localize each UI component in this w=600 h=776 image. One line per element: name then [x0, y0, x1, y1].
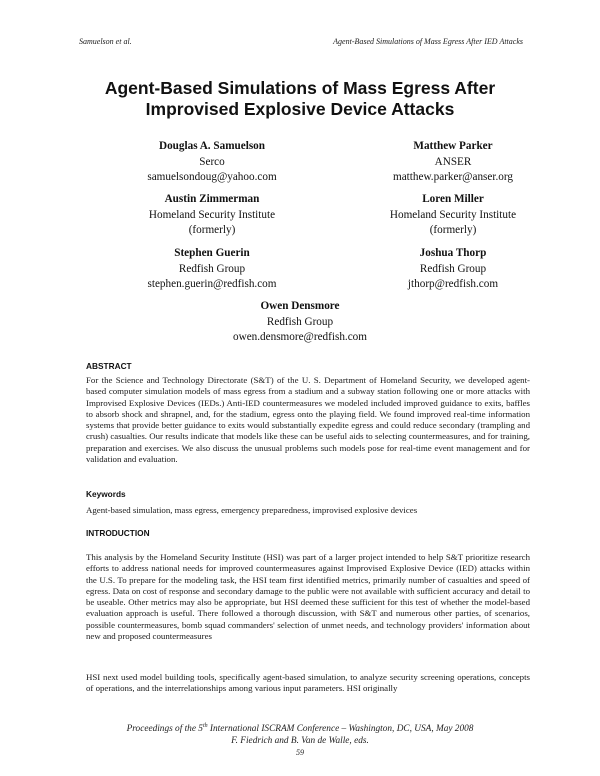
- author-name: Owen Densmore: [260, 300, 340, 312]
- proceedings-footer: [60, 720, 540, 747]
- introduction-heading: INTRODUCTION: [86, 528, 150, 538]
- footer-pre: Proceedings of the 5: [126, 724, 203, 735]
- author-block: [343, 192, 563, 239]
- abstract-heading: ABSTRACT: [86, 361, 132, 371]
- author-name: Douglas A. Samuelson: [159, 140, 265, 152]
- running-head-title: Agent-Based Simulations of Mass Egress After IED Attacks: [333, 37, 523, 46]
- author-email: samuelsondoug@yahoo.com: [147, 171, 277, 183]
- author-affiliation: Serco: [199, 155, 225, 168]
- author-block: [102, 192, 322, 239]
- author-note: (formerly): [429, 224, 477, 236]
- author-name: Loren Miller: [422, 193, 484, 205]
- author-email: jthorp@redfish.com: [407, 278, 499, 290]
- title-line-2: Improvised Explosive Device Attacks: [145, 99, 455, 119]
- footer-sup: th: [202, 723, 208, 729]
- author-name: Austin Zimmerman: [164, 193, 260, 205]
- author-email: owen.densmore@redfish.com: [233, 331, 367, 343]
- author-block: [102, 139, 322, 186]
- author-affiliation: Homeland Security Institute: [148, 208, 276, 221]
- paper-title: [60, 78, 540, 120]
- author-block: [190, 299, 410, 346]
- author-block: [343, 139, 563, 186]
- keywords-heading: Keywords: [86, 489, 126, 499]
- footer-line-1: [60, 720, 540, 735]
- author-block: [343, 246, 563, 293]
- running-head-authors: Samuelson et al.: [79, 37, 132, 46]
- abstract-text: For the Science and Technology Directorate (S&T) of the U. S. Department of Homeland Security, we developed agent-based computer simulation models of mass egress from a stadium and a subway station following one or more attacks with Improvised Explosive Devices (IEDs.) Anti-IED countermeasures we modeled included improved guidance to exits, baffles to absorb shock and shrapnel, and, for the stadium, egress onto the playing field. We found improved real-time information systems that provide better guidance to exits would substantially expedite egress and could reduce secondary (trampling and crush) casualties. Our results indicate that models like these can be useful aids to selecting countermeasures, and for training, preparation and exercises. We also discuss the unusual problems such models pose for real-time event management and for validation and evaluation.: [86, 375, 530, 464]
- footer-line-2: F. Fiedrich and B. Van de Walle, eds.: [231, 736, 369, 747]
- introduction-paragraph: HSI next used model building tools, specifically agent-based simulation, to analyze security screening operations, concepts of operations, and the interrelationships among various input parameters. HSI originally: [86, 672, 530, 694]
- author-affiliation: Redfish Group: [178, 262, 246, 275]
- page-number: 59: [296, 748, 304, 757]
- author-affiliation: Homeland Security Institute: [389, 208, 517, 221]
- author-name: Matthew Parker: [413, 140, 493, 152]
- author-note: (formerly): [188, 224, 236, 236]
- introduction-paragraph: This analysis by the Homeland Security Institute (HSI) was part of a larger project intended to help S&T prioritize research efforts to address national needs for improved countermeasures against Improvised Explosive Device (IED) attacks within the U.S. To prepare for the modeling task, the HSI team first identified metrics, primarily number of casualties and speed of egress. Data on cost of response and secondary damage to the public were not available with sufficient accuracy and detail to be useable. Other metrics may also be appropriate, but HSI deemed these sufficient for this test of whether the model-based evaluation approach is useful. There followed a thorough discussion, with S&T and numerous other parties, of scenarios, possible countermeasures, bomb squad commanders' selection of unmet needs, and technology providers' information about new and proposed countermeasures: [86, 552, 530, 641]
- author-email: matthew.parker@anser.org: [393, 171, 513, 183]
- title-line-1: Agent-Based Simulations of Mass Egress After: [104, 78, 496, 98]
- keywords-text: Agent-based simulation, mass egress, emergency preparedness, improvised explosive devices: [86, 505, 418, 515]
- author-affiliation: Redfish Group: [266, 315, 334, 328]
- footer-post: International ISCRAM Conference – Washington, DC, USA, May 2008: [207, 724, 474, 735]
- author-block: [102, 246, 322, 293]
- author-affiliation: ANSER: [434, 155, 472, 168]
- running-head: [79, 37, 523, 46]
- author-name: Joshua Thorp: [419, 247, 487, 259]
- author-email: stephen.guerin@redfish.com: [147, 278, 277, 290]
- author-name: Stephen Guerin: [174, 247, 250, 259]
- author-affiliation: Redfish Group: [419, 262, 487, 275]
